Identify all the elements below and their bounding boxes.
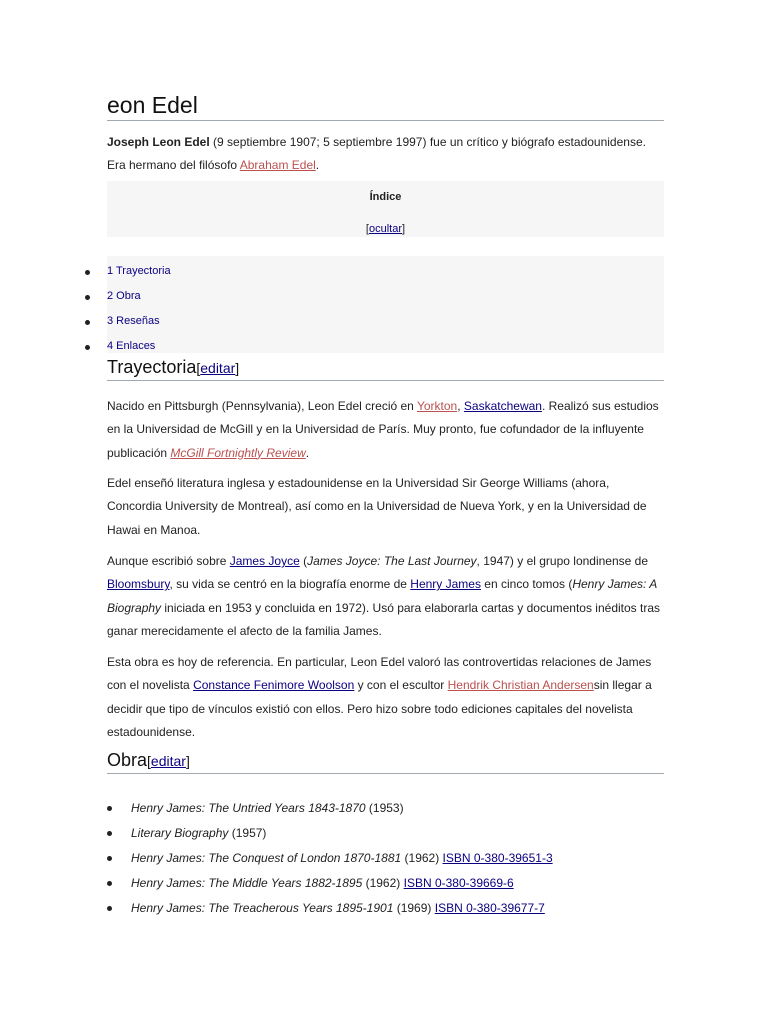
section-heading-text: Trayectoria: [107, 357, 197, 377]
section-heading-text: Obra: [107, 750, 148, 770]
list-item: [131, 900, 545, 916]
edit-section: [196, 360, 239, 376]
intro-subject: Joseph Leon Edel: [107, 135, 210, 149]
work-title: Henry James: The Conquest of London 1870-1881: [131, 851, 402, 865]
text: Esta obra es hoy de referencia. En particular, Leon Edel valoró las controvertidas relaciones de James con el novelista: [107, 655, 652, 693]
link-henry-james[interactable]: Henry James: [410, 577, 481, 592]
toc-item-label: 4 Enlaces: [107, 340, 156, 352]
page-title: eon Edel: [107, 92, 664, 121]
paragraph-trayectoria-1: [107, 395, 664, 465]
edit-bracket-close: ]: [235, 360, 240, 376]
toc-item-label: 2 Obra: [107, 290, 141, 302]
text: iniciada en 1953 y concluida en 1972). Usó para elaborarla cartas y documentos inéditos tras ganar merecidamente el afecto de la familia James.: [107, 600, 661, 638]
book-title: James Joyce: The Last Journey: [307, 554, 477, 568]
section-heading-trayectoria: [107, 356, 664, 381]
edit-link-obra[interactable]: editar: [150, 753, 186, 769]
toc-title: Índice: [369, 191, 402, 203]
bullet-icon: [85, 270, 90, 275]
edit-link-trayectoria[interactable]: editar: [200, 360, 236, 376]
text: (: [299, 554, 308, 568]
bullet-icon: [85, 320, 90, 325]
text: en cinco tomos (: [480, 577, 573, 592]
edit-section: [147, 753, 190, 769]
bullet-icon: [107, 856, 112, 861]
text: y con el escultor: [354, 678, 448, 693]
link-bloomsbury[interactable]: Bloomsbury: [107, 577, 170, 592]
toc-item-enlaces[interactable]: [107, 340, 155, 352]
toc-hide-link[interactable]: ocultar: [368, 223, 403, 235]
list-item: [131, 875, 514, 891]
work-title: Literary Biography: [131, 826, 229, 840]
link-yorkton[interactable]: Yorkton: [416, 399, 458, 413]
toc-bracket-close: ]: [402, 223, 406, 235]
list-item: [131, 800, 404, 816]
toc-toggle: [107, 223, 664, 235]
intro-text: (9 septiembre 1907; 5 septiembre 1997) fue un crítico y biógrafo estadounidense. Era hermano del filósofo: [107, 135, 646, 173]
isbn-link[interactable]: ISBN 0-380-39651-3: [442, 851, 553, 865]
bullet-icon: [107, 906, 112, 911]
text: , su vida se centró en la biografía enorme de: [169, 577, 411, 592]
toc-item-resenas[interactable]: [107, 315, 160, 327]
link-saskatchewan[interactable]: Saskatchewan: [463, 399, 542, 413]
edit-bracket-open: [: [147, 753, 151, 769]
toc-bracket-open: [: [365, 223, 369, 235]
work-title: Henry James: The Treacherous Years 1895-1901: [131, 901, 394, 915]
intro-paragraph: [107, 131, 664, 178]
work-year: (1953): [365, 801, 404, 815]
link-james-joyce[interactable]: James Joyce: [229, 554, 300, 568]
bullet-icon: [85, 295, 90, 300]
work-year: (1962): [401, 851, 443, 865]
bullet-icon: [107, 831, 112, 836]
work-year: (1962): [362, 876, 404, 890]
isbn-link[interactable]: ISBN 0-380-39677-7: [434, 901, 545, 915]
section-heading-obra: [107, 749, 664, 774]
link-hendrik-andersen[interactable]: Hendrik Christian Andersen: [447, 678, 594, 693]
toc-list: [107, 256, 664, 353]
link-mcgill-fortnightly[interactable]: [170, 446, 305, 460]
bullet-icon: [107, 881, 112, 886]
intro-text-end: .: [315, 158, 320, 173]
edit-bracket-close: ]: [185, 753, 190, 769]
toc-header: [107, 181, 664, 237]
link-abraham-edel[interactable]: Abraham Edel: [239, 158, 316, 173]
edit-bracket-open: [: [196, 360, 201, 376]
text: Aunque escribió sobre: [107, 554, 230, 568]
work-title: Henry James: The Middle Years 1882-1895: [131, 876, 363, 890]
text: ,: [457, 399, 464, 413]
list-item: [131, 850, 553, 866]
text: , 1947) y el grupo londinense de: [476, 554, 649, 568]
paragraph-trayectoria-3: [107, 550, 664, 643]
text: Nacido en Pittsburgh (Pennsylvania), Leon Edel creció en: [107, 399, 417, 413]
link-text: McGill Fortnightly Review: [170, 445, 306, 460]
text: .: [305, 445, 310, 460]
list-item: [131, 825, 266, 841]
bullet-icon: [107, 806, 112, 811]
work-year: (1969): [393, 901, 435, 915]
bullet-icon: [85, 345, 90, 350]
isbn-link[interactable]: ISBN 0-380-39669-6: [403, 876, 514, 890]
paragraph-trayectoria-2: Edel enseñó literatura inglesa y estadounidense en la Universidad Sir George Williams (ahora, Concordia University de Montreal), así como en la Universidad de Nueva York, y en la Universidad de Hawai en Manoa.: [107, 476, 647, 537]
work-year: (1957): [228, 826, 267, 840]
text: sin llegar a decidir que tipo de vínculos existió con ellos. Pero hizo sobre todo ediciones capitales del novelista estadounidense.: [107, 678, 652, 739]
paragraph-trayectoria-4: [107, 651, 664, 744]
toc-item-trayectoria[interactable]: [107, 265, 171, 277]
link-constance-woolson[interactable]: Constance Fenimore Woolson: [193, 678, 355, 693]
toc-item-label: 1 Trayectoria: [107, 265, 171, 277]
toc-item-label: 3 Reseñas: [107, 315, 160, 327]
toc-item-obra[interactable]: [107, 290, 141, 302]
work-title: Henry James: The Untried Years 1843-1870: [131, 801, 366, 815]
book-title: Henry James: A Biography: [107, 577, 657, 615]
text: . Realizó sus estudios en la Universidad de McGill y en la Universidad de París. Muy pronto, fue cofundador de la influyente publicación: [107, 399, 659, 460]
